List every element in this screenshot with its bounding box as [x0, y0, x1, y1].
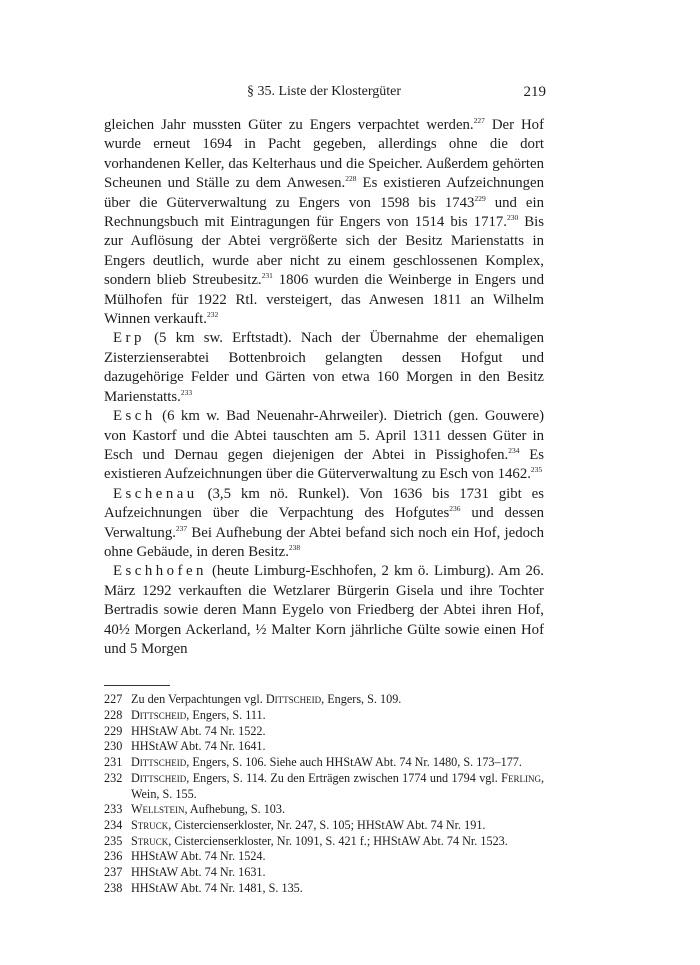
footnote-text: Wellstein, Aufhebung, S. 103.	[131, 802, 286, 817]
footnote	[104, 724, 544, 740]
footnote-text: Struck, Cistercienserkloster, Nr. 247, S. 105; HHStAW Abt. 74 Nr. 191.	[131, 818, 486, 832]
footnote-ref[interactable]: 234	[508, 445, 520, 455]
footnote-text: Dittscheid, Engers, S. 111.	[131, 708, 266, 723]
footnote	[104, 692, 544, 708]
author-name: Dittscheid	[131, 770, 187, 785]
footnote-ref[interactable]: 233	[180, 387, 193, 397]
footnote-text: HHStAW Abt. 74 Nr. 1524.	[131, 849, 266, 864]
author-name: Ferling	[501, 770, 541, 785]
footnote	[104, 818, 544, 834]
footnote-number: 230	[104, 739, 123, 754]
running-header	[104, 84, 544, 106]
paragraph-eschenau: Eschenau (3,5 km nö. Runkel). Von 1636 bis 1731 gibt es Aufzeichnungen über die Verpachtung des Hofgutes$^{236}$ und dessen Verwaltung.$^{237}$ Bei Aufhebung der Abtei befand sich noch ein Hof, jedoch ohne Gebäude, in deren Besitz.$^{238}$	[104, 485, 544, 560]
footnote-text: HHStAW Abt. 74 Nr. 1631.	[131, 865, 266, 880]
footnote	[104, 755, 544, 771]
footnote	[104, 708, 544, 724]
page-number: 219	[523, 84, 546, 100]
footnote-ref[interactable]: 235	[530, 465, 543, 475]
footnote-number: 232	[104, 770, 123, 785]
footnote-text: HHStAW Abt. 74 Nr. 1522.	[131, 723, 266, 738]
place-name: Esch	[113, 408, 156, 425]
footnote-ref[interactable]: 230	[506, 213, 519, 223]
footnote-ref[interactable]: 237	[175, 523, 188, 533]
footnote-ref[interactable]: 229	[474, 193, 486, 203]
footnote-text: HHStAW Abt. 74 Nr. 1641.	[131, 739, 266, 754]
footnote-number: 235	[104, 833, 123, 848]
footnote	[104, 834, 544, 850]
footnote-text: Dittscheid, Engers, S. 114. Zu den Erträgen zwischen 1774 und 1794 vgl. Ferling, Wein, S. 155.	[131, 770, 544, 801]
footnote	[104, 739, 544, 755]
author-name: Struck	[131, 818, 169, 832]
footnote	[104, 771, 544, 802]
paragraph-esch: Esch (6 km w. Bad Neuenahr-Ahrweiler). Dietrich (gen. Gouwere) von Kastorf und die Abtei tauschten am 5. April 1311 dessen Güter in Esch und Dernau gegen diejenigen der Abtei in Pissighofen.$^{234}$ Es existieren Aufzeichnungen über die Güterverwaltung zu Esch von 1462.$^{235}$	[104, 408, 544, 483]
author-name: Dittscheid	[265, 692, 322, 707]
paragraph-erp: Erp (5 km sw. Erftstadt). Nach der Übernahme der ehemaligen Zisterzienserabtei Bottenbroich gelangten dessen Hofgut und dazugehörige Felder und Gärten von etwa 160 Morgen in den Besitz Marienstatts.$^{233}$	[104, 330, 544, 405]
footnote-number: 229	[104, 723, 123, 738]
footnote-ref[interactable]: 231	[261, 271, 273, 281]
footnote-ref[interactable]: 227	[473, 116, 485, 125]
place-name: Eschenau	[113, 485, 198, 502]
author-name: Wellstein	[131, 802, 185, 817]
footnotes	[104, 692, 544, 896]
footnote-number: 237	[104, 865, 123, 880]
footnote-text: HHStAW Abt. 74 Nr. 1481, S. 135.	[131, 880, 303, 895]
author-name: Struck	[131, 833, 169, 848]
paragraph-engers: gleichen Jahr mussten Güter zu Engers verpachtet werden.$^{227}$ Der Hof wurde erneut 1694 in Pacht gegeben, allerdings ohne die dort vorhandenen Keller, das Kelterhaus und die Speicher. Außerdem gehörten Scheunen und Ställe zu dem Anwesen.$^{228}$ Es existieren Aufzeichnungen über die Güterverwaltung zu Engers von 1598 bis 1743$^{229}$ und ein Rechnungsbuch mit Eintragungen für Engers von 1514 bis 1717.$^{230}$ Bis zur Auflösung der Abtei vergrößerte sich der Besitz Marienstatts in Engers deutlich, wurde aber nicht zu einem geschlossenen Komplex, sondern blieb Streubesitz.$^{231}$ 1806 wurden die Weinberge in Engers und Mülhofen für 1922 Rtl. versteigert, das Anwesen 1811 an Wilhelm Winnen verkauft.$^{232}$	[104, 116, 544, 328]
footnote-number: 227	[104, 692, 123, 707]
footnote-text: Zu den Verpachtungen vgl. Dittscheid, Engers, S. 109.	[131, 692, 402, 707]
footnote-number: 233	[104, 802, 123, 817]
footnote-text: Struck, Cistercienserkloster, Nr. 1091, S. 421 f.; HHStAW Abt. 74 Nr. 1523.	[131, 833, 508, 848]
footnote-number: 234	[104, 818, 123, 832]
footnote-separator	[104, 685, 170, 686]
footnote-text: Dittscheid, Engers, S. 106. Siehe auch HHStAW Abt. 74 Nr. 1480, S. 173–177.	[131, 755, 522, 770]
book-page	[104, 84, 544, 897]
footnote-ref[interactable]: 232	[206, 310, 219, 320]
footnote	[104, 865, 544, 881]
footnote-number: 228	[104, 708, 123, 723]
footnote-number: 238	[104, 880, 123, 895]
footnote-ref[interactable]: 228	[345, 174, 357, 184]
running-title: § 35. Liste der Klostergüter	[246, 84, 402, 99]
footnote	[104, 802, 544, 818]
author-name: Dittscheid	[131, 755, 187, 770]
footnote	[104, 881, 544, 897]
footnote-ref[interactable]: 238	[288, 542, 301, 552]
author-name: Dittscheid	[131, 708, 187, 723]
footnote-ref[interactable]: 236	[449, 504, 461, 514]
footnote-number: 231	[104, 755, 123, 770]
place-name: Eschhofen	[113, 563, 207, 580]
main-text	[104, 116, 544, 659]
footnote-number: 236	[104, 849, 123, 864]
footnote	[104, 849, 544, 865]
place-name: Erp	[113, 330, 145, 347]
paragraph-eschhofen: Eschhofen (heute Limburg-Eschhofen, 2 km ö. Limburg). Am 26. März 1292 verkauften die Wetzlarer Bürgerin Gisela und ihre Tochter Bertradis sowie deren Mann Eygelo von Friedberg der Abtei ihren Hof, 40½ Morgen Ackerland, ½ Malter Korn jährliche Gülte sowie einen Hof und 5 Morgen	[104, 563, 544, 657]
